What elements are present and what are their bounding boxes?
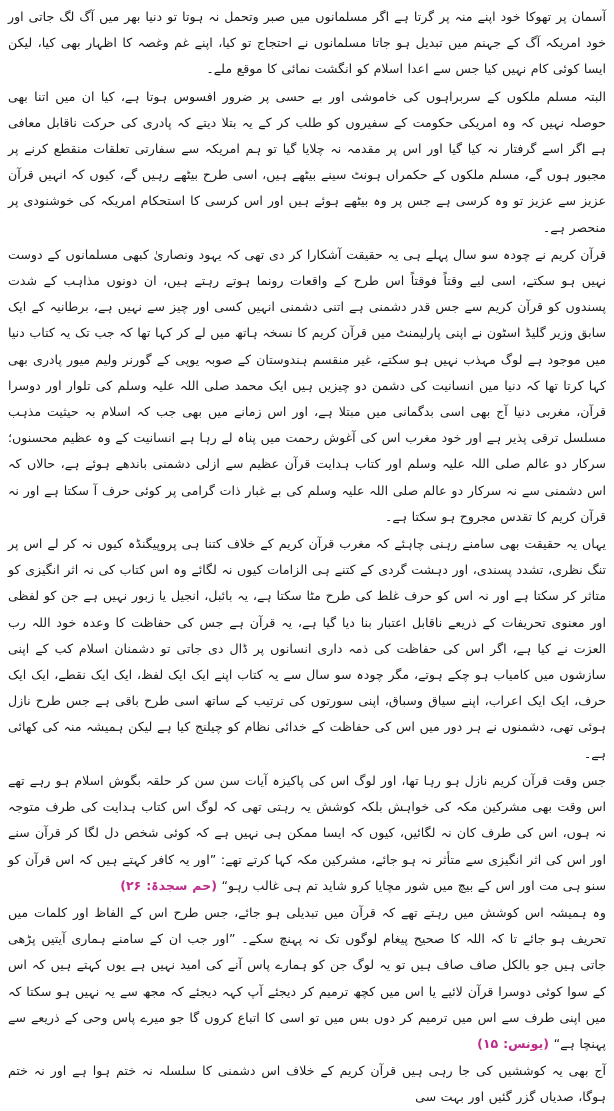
paragraph-text: جس وقت قرآن کریم نازل ہو رہا تھا، اور لوگ اس کی پاکیزہ آیات سن سن کر حلقہ بگوش اسلام ہو رہے تھے اس وقت بھی مشرکین مکہ کی خواہش بلکہ کوشش یہ رہتی تھی کہ لوگ اس کتاب ہدایت کی طرف متوجہ نہ ہوں، اس کی طرف کان نہ لگائیں، کیوں کہ ایسا ممکن ہی نہیں ہے کہ کوئی شخص دل لگا کر قرآن سنے اور اس کی اثر انگیزی سے متأثر نہ ہو جائے، مشرکین مکہ کہا کرتے تھے: ”اور یہ کافر کہتے ہیں کہ اس قرآن کو سنو ہی مت اور اس کے بیچ میں شور مچایا کرو شاید تم ہی غالب رہو“ (8, 772, 606, 893)
paragraph-today (8, 1058, 606, 1110)
paragraph-preservation (8, 531, 606, 767)
paragraph-protest (8, 4, 606, 83)
paragraph-text: آج بھی یہ کوششیں کی جا رہی ہیں قرآن کریم کے خلاف اس دشمنی کا سلسلہ نہ ختم ہوا ہے اور نہ ختم ہوگا، صدیاں گزر گئیں اور بہت سی (8, 1063, 606, 1105)
paragraph-muslim-leaders (8, 84, 606, 241)
paragraph-text: وہ ہمیشہ اس کوشش میں رہتے تھے کہ قرآن میں تبدیلی ہو جائے، جس طرح اس کے الفاظ اور کلمات میں تحریف ہو جائے تا کہ اللہ کا صحیح پیغام لوگوں تک نہ پہنچ سکے۔ ”اور جب ان کے سامنے ہماری آیتیں پڑھی جاتی ہیں جو بالکل صاف صاف ہیں تو یہ لوگ جن کو ہمارے پاس آنے کی امید نہیں ہے یوں کہتے ہیں کہ اس کے سوا کوئی دوسرا قرآن لائیے یا اس میں کچھ ترمیم کر دیجئے آپ کہہ دیجئے کہ مجھ سے یہ نہیں ہو سکتا کہ میں اپنی طرف سے اس میں ترمیم کر دوں بس میں تو اسی کا اتباع کروں گا جو میرے پاس وحی کے ذریعے سے پہنچا ہے“ (8, 904, 606, 1051)
paragraph-mushrikeen (8, 768, 606, 899)
verse-reference: (یونس: ۱۵) (477, 1035, 550, 1051)
paragraph-alteration (8, 900, 606, 1057)
paragraph-text: آسمان پر تھوکا خود اپنے منہ پر گرتا ہے اگر مسلمانوں میں صبر وتحمل نہ ہوتا تو دنیا بھر میں آگ لگ جاتی اور خود امریکہ آگ کے جہنم میں تبدیل ہو جاتا مسلمانوں نے احتجاج تو کیا، اپنے غم وغصہ کا اظہار بھی کیا، لیکن ایسا کوئی کام نہیں کیا جس سے اعدا اسلام کو انگشت نمائی کا موقع ملے۔ (8, 9, 606, 77)
paragraph-text: البتہ مسلم ملکوں کے سربراہوں کی خاموشی اور بے حسی پر ضرور افسوس ہوتا ہے، کیا ان میں اتنا بھی حوصلہ نہیں کہ وہ امریکی حکومت کے سفیروں کو طلب کر کے یہ بتلا دیتے کہ پادری کی حرکت ناقابل معافی ہے اگر اسے گرفتار نہ کیا گیا اور اس پر مقدمہ نہ چلایا گیا تو ہم امریکہ سے سفارتی تعلقات منقطع کرنے پر مجبور ہوں گے، مسلم ملکوں کے حکمراں ہونٹ سینے بیٹھے ہیں، اسی طرح بیٹھے رہیں گے، کیوں کہ انہیں قرآن عزیز سے عزیز تو وہ کرسی ہے جس پر وہ بیٹھے ہوئے ہیں اور اس کرسی کا استحکام امریکہ کی خوشنودی پر منحصر ہے۔ (8, 88, 606, 235)
paragraph-text: قرآن کریم نے چودہ سو سال پہلے ہی یہ حقیقت آشکارا کر دی تھی کہ یہود ونصاریٰ کبھی مسلمانوں کے دوست نہیں ہو سکتے، اسی لیے وقتاً فوقتاً اس طرح کے واقعات رونما ہوتے رہتے ہیں، ان دونوں مذاہب کے شدت پسندوں کو قرآن کریم سے جس قدر دشمنی ہے اتنی دشمنی انہیں کسی اور چیز سے نہیں ہے، برطانیہ کے ایک سابق وزیر گلیڈ اسٹون نے اپنی پارلیمنٹ میں قرآن کریم کا نسخہ ہاتھ میں لے کر کہا تھا کہ جب تک یہ کتاب دنیا میں موجود ہے لوگ مہذب نہیں ہو سکتے، غیر منقسم ہندوستان کے صوبہ یوپی کے گورنر ولیم میور پادری بھی کہا کرتا تھا کہ دنیا میں انسانیت کی دشمن دو چیزیں ہیں ایک محمد صلی اللہ علیہ وسلم کی تلوار اور دوسرا قرآن، مغربی دنیا آج بھی اسی بدگمانی میں مبتلا ہے، اور اس زمانے میں بھی جب کہ اسلام بہ حیثیت مذہب مسلسل ترقی پذیر ہے اور خود مغرب اس کی آغوش رحمت میں پناہ لے رہا ہے انسانیت کے وہ عظیم محسنوں؛ سرکار دو عالم صلی اللہ علیہ وسلم اور کتاب ہدایت قرآن عظیم سے ازلی دشمنی باندھے ہوئے ہے، حالاں کہ اس دشمنی سے نہ سرکار دو عالم صلی اللہ علیہ وسلم کی بے غبار ذات گرامی پر کوئی حرف آ سکتا ہے اور نہ قرآن کریم کا تقدس مجروح ہو سکتا ہے۔ (8, 246, 606, 524)
verse-reference: (حم سجدۃ: ۲۶) (120, 877, 217, 893)
paragraph-enmity (8, 242, 606, 530)
paragraph-text: یہاں یہ حقیقت بھی سامنے رہنی چاہئے کہ مغرب قرآن کریم کے خلاف کتنا ہی پروپیگنڈہ کیوں نہ کر لے اس پر تنگ نظری، تشدد پسندی، اور دہشت گردی کے کتنے ہی الزامات کیوں نہ لگائے وہ اس کتاب کی نہ اثر انگیزی کو متاثر کر سکتا ہے اور نہ اس کو حرف غلط کی طرح مٹا سکتا ہے، یہ بائبل، انجیل یا زبور نہیں ہے جن کو لفظی اور معنوی تحریفات کے ذریعے ناقابل اعتبار بنا دیا گیا ہے، یہ قرآن ہے جس کی حفاظت کا وعدہ خود اللہ رب العزت نے کیا ہے، اگر اس کی حفاظت کی ذمہ داری انسانوں پر ڈال دی جاتی تو دشمنان اسلام کب کے اپنی سازشوں میں کامیاب ہو چکے ہوتے، مگر چودہ سو سال سے یہ کتاب اپنے ایک ایک لفظ، ایک ایک نقطے، ایک ایک حرف، ایک ایک اعراب، اپنے سیاق وسباق، اپنی سورتوں کی ترتیب کے ساتھ اسی طرح باقی ہے جس طرح نازل ہوئی تھی، دشمنوں نے ہر دور میں اس کی حفاظت کے خدائی نظام کو چیلنج کیا ہے لیکن ہمیشہ منہ کی کھائی ہے۔ (8, 536, 606, 761)
